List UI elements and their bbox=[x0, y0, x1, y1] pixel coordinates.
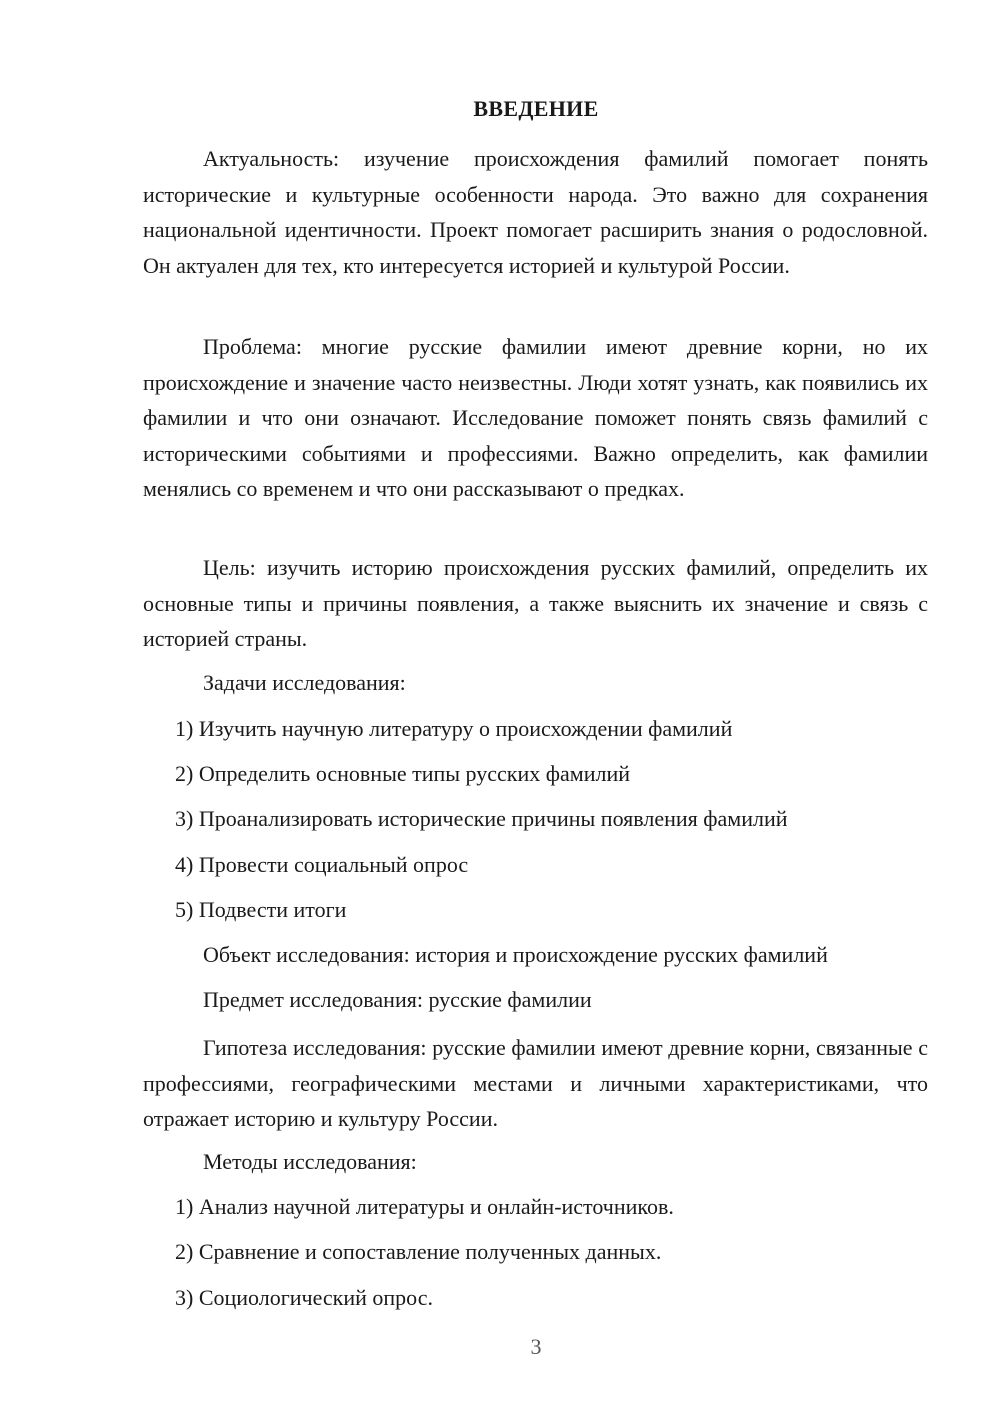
task-item: 1) Изучить научную литературу о происхождении фамилий bbox=[175, 716, 733, 741]
problem-paragraph: Проблема: многие русские фамилии имеют древние корни, но их происхождение и значение часто неизвестны. Люди хотят узнать, как появились их фамилии и что они означают. Исследование поможет понять связь фамилий с историческими событиями и профессиями. Важно определить, как фамилии менялись со временем и что они рассказывают о предках. bbox=[143, 334, 928, 501]
goal-paragraph: Цель: изучить историю происхождения русских фамилий, определить их основные типы и причины появления, а также выяснить их значение и связь с историей страны. bbox=[143, 555, 928, 651]
subject-line: Предмет исследования: русские фамилии bbox=[203, 987, 592, 1012]
method-item: 3) Социологический опрос. bbox=[175, 1285, 433, 1310]
methods-heading: Методы исследования: bbox=[203, 1149, 417, 1174]
hypothesis-paragraph: Гипотеза исследования: русские фамилии имеют древние корни, связанные с профессиями, географическими местами и личными характеристиками, что отражает историю и культуру России. bbox=[143, 1035, 928, 1131]
object-line: Объект исследования: история и происхождение русских фамилий bbox=[203, 942, 828, 967]
tasks-heading: Задачи исследования: bbox=[203, 670, 406, 695]
task-item: 4) Провести социальный опрос bbox=[175, 852, 469, 877]
task-item: 3) Проанализировать исторические причины появления фамилий bbox=[175, 806, 788, 831]
task-item: 5) Подвести итоги bbox=[175, 897, 347, 922]
page-title: ВВЕДЕНИЕ bbox=[473, 96, 599, 121]
relevance-paragraph: Актуальность: изучение происхождения фамилий помогает понять исторические и культурные особенности народа. Это важно для сохранения национальной идентичности. Проект помогает расширить знания о родословной. Он актуален для тех, кто интересуется историей и культурой России. bbox=[143, 146, 928, 278]
task-item: 2) Определить основные типы русских фамилий bbox=[175, 761, 630, 786]
page-number: 3 bbox=[530, 1334, 542, 1359]
method-item: 1) Анализ научной литературы и онлайн-источников. bbox=[175, 1194, 674, 1219]
method-item: 2) Сравнение и сопоставление полученных данных. bbox=[175, 1239, 662, 1264]
